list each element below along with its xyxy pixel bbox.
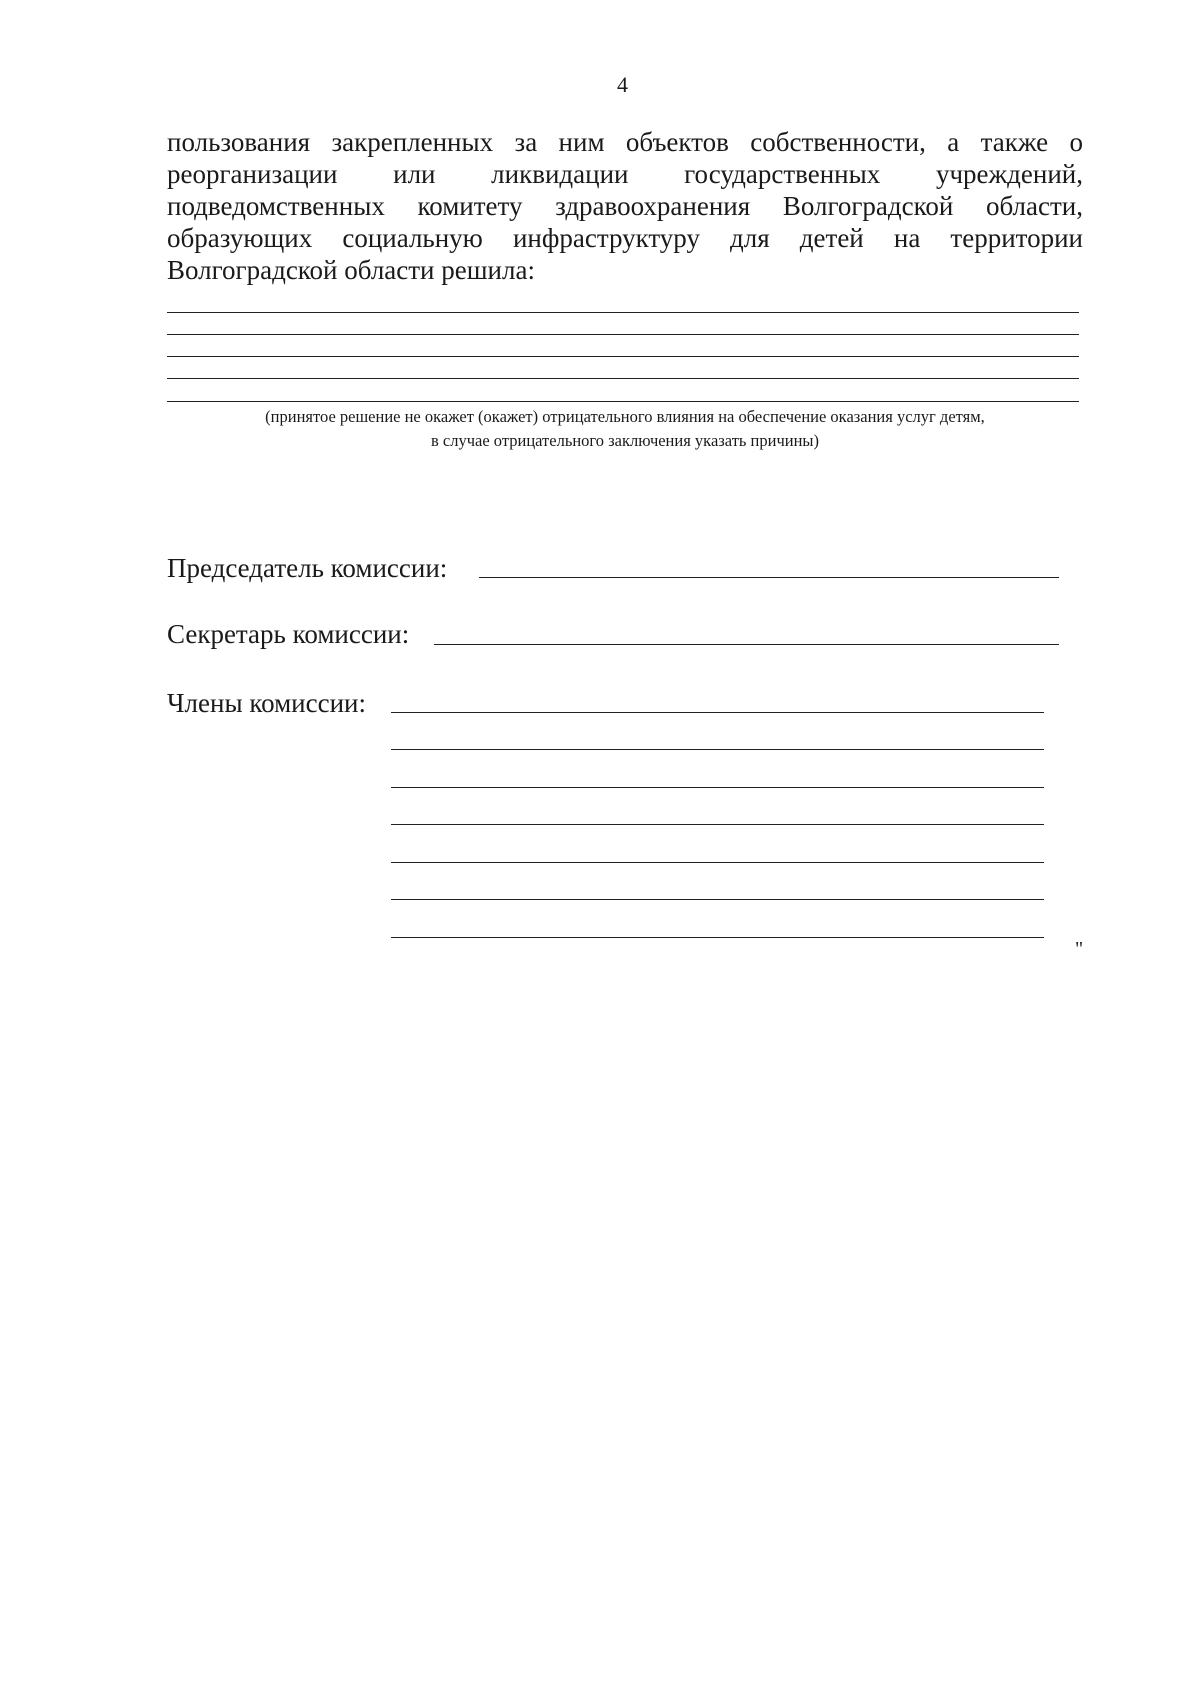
decision-caption-line: в случае отрицательного заключения указать причины) bbox=[431, 431, 819, 450]
decision-blank-line[interactable] bbox=[167, 378, 1079, 379]
secretary-label: Секретарь комиссии: bbox=[167, 619, 410, 649]
decision-blank-line[interactable] bbox=[167, 356, 1079, 357]
member-signature-line[interactable] bbox=[391, 937, 1044, 938]
chairman-label: Председатель комиссии: bbox=[167, 553, 448, 583]
page-number: 4 bbox=[617, 72, 628, 97]
closing-quote-mark: " bbox=[1075, 938, 1084, 960]
member-signature-line[interactable] bbox=[391, 749, 1044, 750]
member-signature-line[interactable] bbox=[391, 824, 1044, 825]
members-label: Члены комиссии: bbox=[167, 688, 366, 718]
decision-blank-line[interactable] bbox=[167, 312, 1079, 313]
decision-blank-line[interactable] bbox=[167, 401, 1079, 402]
decision-blank-line[interactable] bbox=[167, 334, 1079, 335]
decision-caption bbox=[167, 405, 1083, 453]
decision-caption-line: (принятое решение не окажет (окажет) отрицательного влияния на обеспечение оказания услуг детям, bbox=[265, 407, 985, 426]
member-signature-line[interactable] bbox=[391, 862, 1044, 863]
secretary-signature-line[interactable] bbox=[434, 644, 1059, 645]
member-signature-line[interactable] bbox=[391, 787, 1044, 788]
member-signature-line[interactable] bbox=[391, 899, 1044, 900]
body-paragraph: пользования закрепленных за ним объектов собственности, а также о реорганизации или ликвидации государственных учреждений, подведомственных комитету здравоохранения Волгоградской области, образующих социальную инфраструктуру для детей на территории Волгоградской области решила: bbox=[167, 127, 1083, 285]
member-signature-line[interactable] bbox=[391, 712, 1044, 713]
chairman-signature-line[interactable] bbox=[479, 577, 1059, 578]
